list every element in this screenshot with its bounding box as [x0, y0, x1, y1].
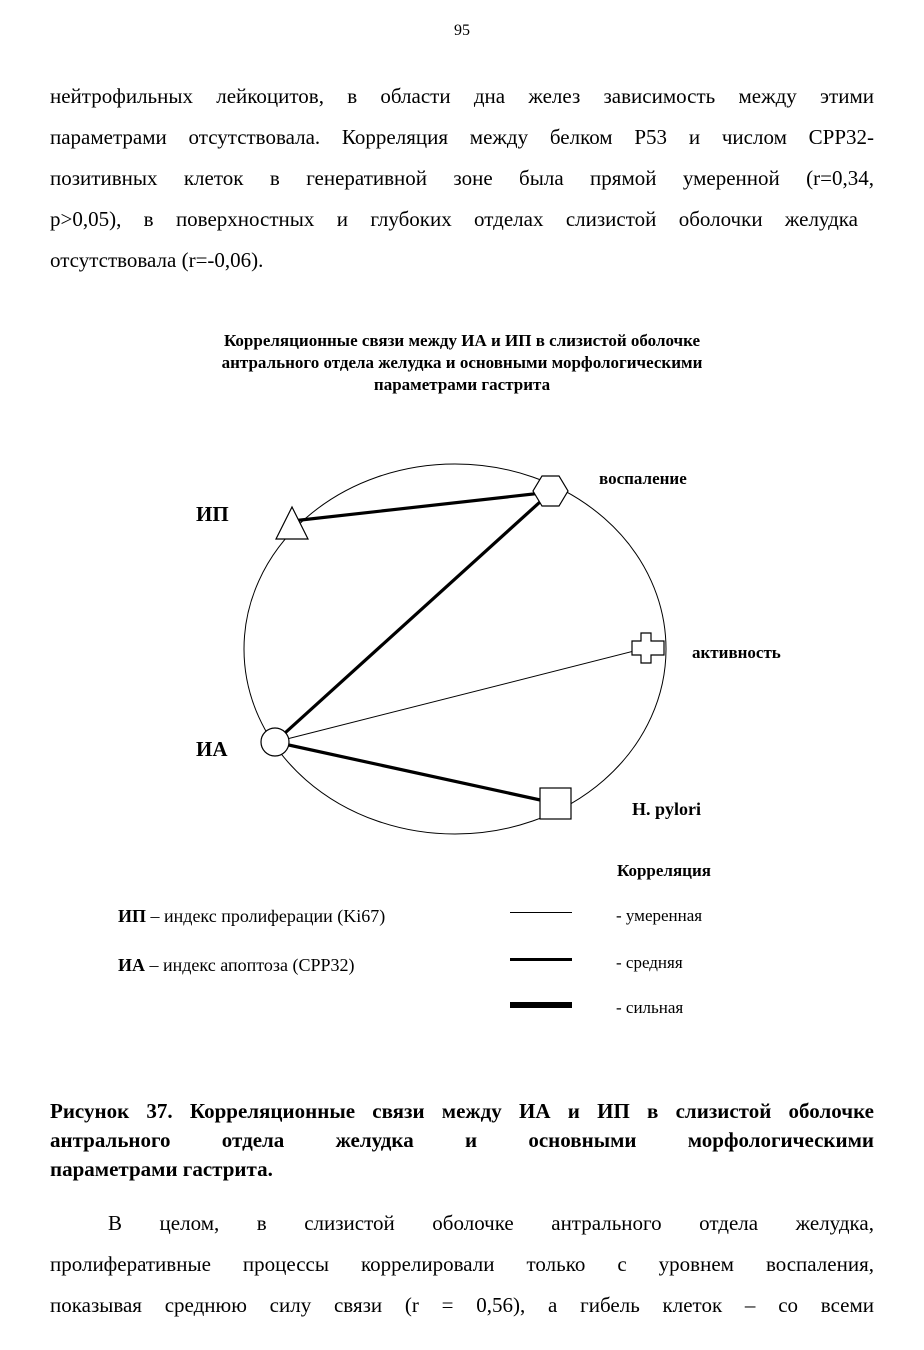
legend-line-medium — [510, 958, 572, 961]
paragraph-bottom — [50, 1203, 874, 1326]
edge-ip-inflammation — [292, 492, 551, 521]
figure-title-line: Корреляционные связи между ИА и ИП в слизистой оболочке — [223, 331, 701, 350]
text-line: пролиферативные процессы коррелировали только с уровнем воспаления, — [50, 1252, 874, 1276]
legend-line-moderate — [510, 912, 572, 913]
page-number: 95 — [454, 22, 470, 39]
activity-cross-marker — [632, 633, 664, 663]
figure-caption — [50, 1097, 874, 1184]
edge-ia-hpylori — [275, 742, 554, 803]
text-line: В целом, в слизистой оболочке антрального отдела желудка, — [108, 1211, 874, 1235]
legend-label-strong: - сильная — [616, 998, 684, 1017]
legend-def-abbr: ИП — [118, 906, 147, 926]
text-line: показывая среднюю силу связи (r = 0,56), а гибель клеток – со всеми — [50, 1293, 874, 1317]
text-line: позитивных клеток в генеративной зоне была прямой умеренной (r=0,34, — [50, 166, 874, 190]
activity-label: активность — [692, 643, 781, 662]
caption-line: антрального отдела желудка и основными морфологическими — [50, 1128, 874, 1152]
legend-def-abbr: ИА — [118, 955, 145, 975]
text-line: p>0,05), в поверхностных и глубоких отделах слизистой оболочки желудка — [50, 207, 858, 231]
ip-triangle-marker — [276, 507, 308, 539]
text-line: отсутствовала (r=-0,06). — [50, 248, 264, 272]
inflammation-label: воспаление — [599, 469, 687, 488]
ip-label: ИП — [196, 502, 229, 526]
legend-def-text: – индекс пролиферации (Ki67) — [146, 906, 386, 926]
figure-title-line: параметрами гастрита — [373, 375, 551, 394]
legend-def-text: – индекс апоптоза (CPP32) — [145, 955, 355, 975]
legend-def-ia — [118, 955, 354, 976]
legend-label-moderate: - умеренная — [616, 906, 703, 925]
hpylori-square-marker — [540, 788, 571, 819]
hpylori-label: H. pylori — [632, 799, 702, 819]
legend-heading: Корреляция — [617, 861, 711, 880]
caption-line: Рисунок 37. Корреляционные связи между ИА и ИП в слизистой оболочке — [50, 1099, 874, 1123]
text-line: нейтрофильных лейкоцитов, в области дна желез зависимость между этими — [50, 84, 874, 108]
legend-label-medium: - средняя — [616, 953, 683, 972]
ia-circle-marker — [261, 728, 289, 756]
legend-def-ip — [118, 906, 385, 927]
legend-line-strong — [510, 1002, 572, 1008]
caption-line: параметрами гастрита. — [50, 1157, 273, 1181]
edge-ia-inflammation — [275, 492, 551, 742]
ia-label: ИА — [196, 737, 228, 761]
text-line: параметрами отсутствовала. Корреляция между белком P53 и числом CPP32- — [50, 125, 874, 149]
figure-title-line: антрального отдела желудка и основными морфологическими — [221, 353, 703, 372]
edge-ia-activity — [275, 648, 646, 742]
